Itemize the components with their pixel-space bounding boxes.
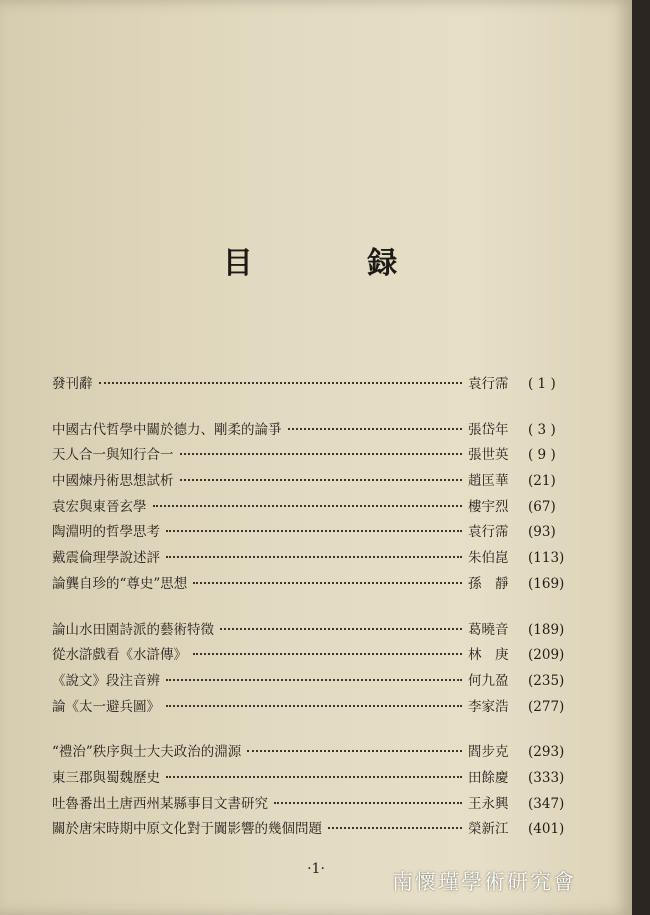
entry-author: 王永興 (468, 795, 509, 812)
dot-leader (166, 776, 462, 778)
toc-entry (52, 443, 558, 469)
toc-entry (52, 572, 565, 598)
entry-author: 葛曉音 (468, 621, 509, 638)
entry-author: 林 庚 (468, 647, 509, 664)
entry-page: (235) (528, 672, 565, 689)
entry-author: 袁行霈 (468, 376, 509, 392)
entry-title: 袁宏與東晉玄學 (52, 498, 147, 515)
dot-leader (193, 582, 462, 584)
toc-entry (52, 792, 565, 818)
toc-entry (52, 618, 565, 644)
entry-title: 論《太一避兵圖》 (52, 698, 160, 715)
entry-author: 李家浩 (468, 698, 509, 715)
dot-leader (166, 679, 462, 681)
entry-title: 中國古代哲學中關於德力、剛柔的論爭 (52, 421, 282, 438)
dot-leader (247, 750, 462, 752)
entry-page: (21) (528, 473, 556, 490)
entry-author: 田餘慶 (468, 769, 509, 786)
entry-title: 關於唐宋時期中原文化對于闐影響的幾個問題 (52, 821, 322, 838)
dot-leader (220, 628, 462, 630)
dot-leader (166, 556, 462, 558)
dot-leader (166, 530, 462, 532)
entry-author: 閻步克 (468, 744, 509, 761)
dot-leader (193, 653, 462, 655)
toc-entry (52, 372, 558, 398)
dot-leader (288, 428, 463, 430)
entry-title: 東三郡與蜀魏歷史 (52, 769, 160, 786)
entry-author: 榮新江 (468, 821, 509, 838)
entry-title: 中國煉丹術思想試析 (52, 473, 174, 490)
dot-leader (166, 705, 462, 707)
entry-page: (189) (528, 621, 565, 638)
watermark-text: 南懷瑾學術研究會 (392, 870, 576, 894)
entry-title: 從水滸戲看《水滸傳》 (52, 647, 187, 664)
entry-title: “禮治”秩序與士大夫政治的淵源 (52, 744, 242, 761)
entry-author: 朱伯崑 (468, 550, 509, 567)
dot-leader (328, 827, 462, 829)
entry-page: (401) (528, 821, 565, 838)
toc-entry (52, 546, 565, 572)
entry-title: 《說文》段注音辨 (52, 672, 160, 689)
dot-leader (99, 382, 463, 384)
entry-page: ( 9 ) (528, 447, 556, 464)
entry-title: 陶淵明的哲學思考 (52, 524, 160, 541)
entry-page: (113) (528, 550, 565, 567)
toc-group (52, 740, 565, 843)
entry-page: (333) (528, 769, 565, 786)
toc-entry (52, 740, 565, 766)
toc-group (52, 418, 565, 598)
page-title: 目 録 (222, 246, 450, 281)
entry-author: 袁行霈 (468, 524, 509, 541)
entry-title: 發刊辭 (52, 376, 93, 392)
toc-entry (52, 669, 565, 695)
toc-entry (52, 469, 558, 495)
entry-page: (209) (528, 647, 565, 664)
entry-page: (93) (528, 524, 556, 541)
toc-entry (52, 495, 558, 521)
entry-page: ( 3 ) (528, 421, 556, 438)
toc-entry (52, 766, 565, 792)
entry-author: 趙匡華 (468, 473, 509, 490)
entry-title: 吐魯番出土唐西州某縣事目文書研究 (52, 795, 268, 812)
entry-page: (347) (528, 795, 565, 812)
toc-entry (52, 418, 558, 444)
entry-title: 戴震倫理學說述評 (52, 550, 160, 567)
toc-entry (52, 643, 565, 669)
dot-leader (153, 505, 463, 507)
dot-leader (180, 453, 463, 455)
entry-page: (293) (528, 744, 565, 761)
toc-group (52, 618, 565, 721)
toc-entry (52, 520, 558, 546)
entry-page: (169) (528, 575, 565, 592)
entry-page: (277) (528, 698, 565, 715)
entry-author: 何九盈 (468, 672, 509, 689)
entry-title: 天人合一與知行合一 (52, 447, 174, 464)
entry-title: 論龔自珍的“尊史”思想 (52, 575, 188, 592)
toc-entry (52, 817, 565, 843)
entry-author: 張岱年 (468, 421, 509, 438)
entry-page: ( 1 ) (528, 376, 556, 392)
entry-author: 張世英 (468, 447, 509, 464)
toc-entry (52, 695, 565, 721)
table-of-contents (52, 372, 565, 863)
toc-group (52, 372, 558, 398)
entry-author: 樓宇烈 (468, 498, 509, 515)
entry-title: 論山水田園詩派的藝術特徵 (52, 621, 214, 638)
page-number: ·1· (307, 861, 325, 877)
dot-leader (180, 479, 463, 481)
dot-leader (274, 802, 462, 804)
entry-author: 孫 靜 (468, 575, 509, 592)
entry-page: (67) (528, 498, 556, 515)
